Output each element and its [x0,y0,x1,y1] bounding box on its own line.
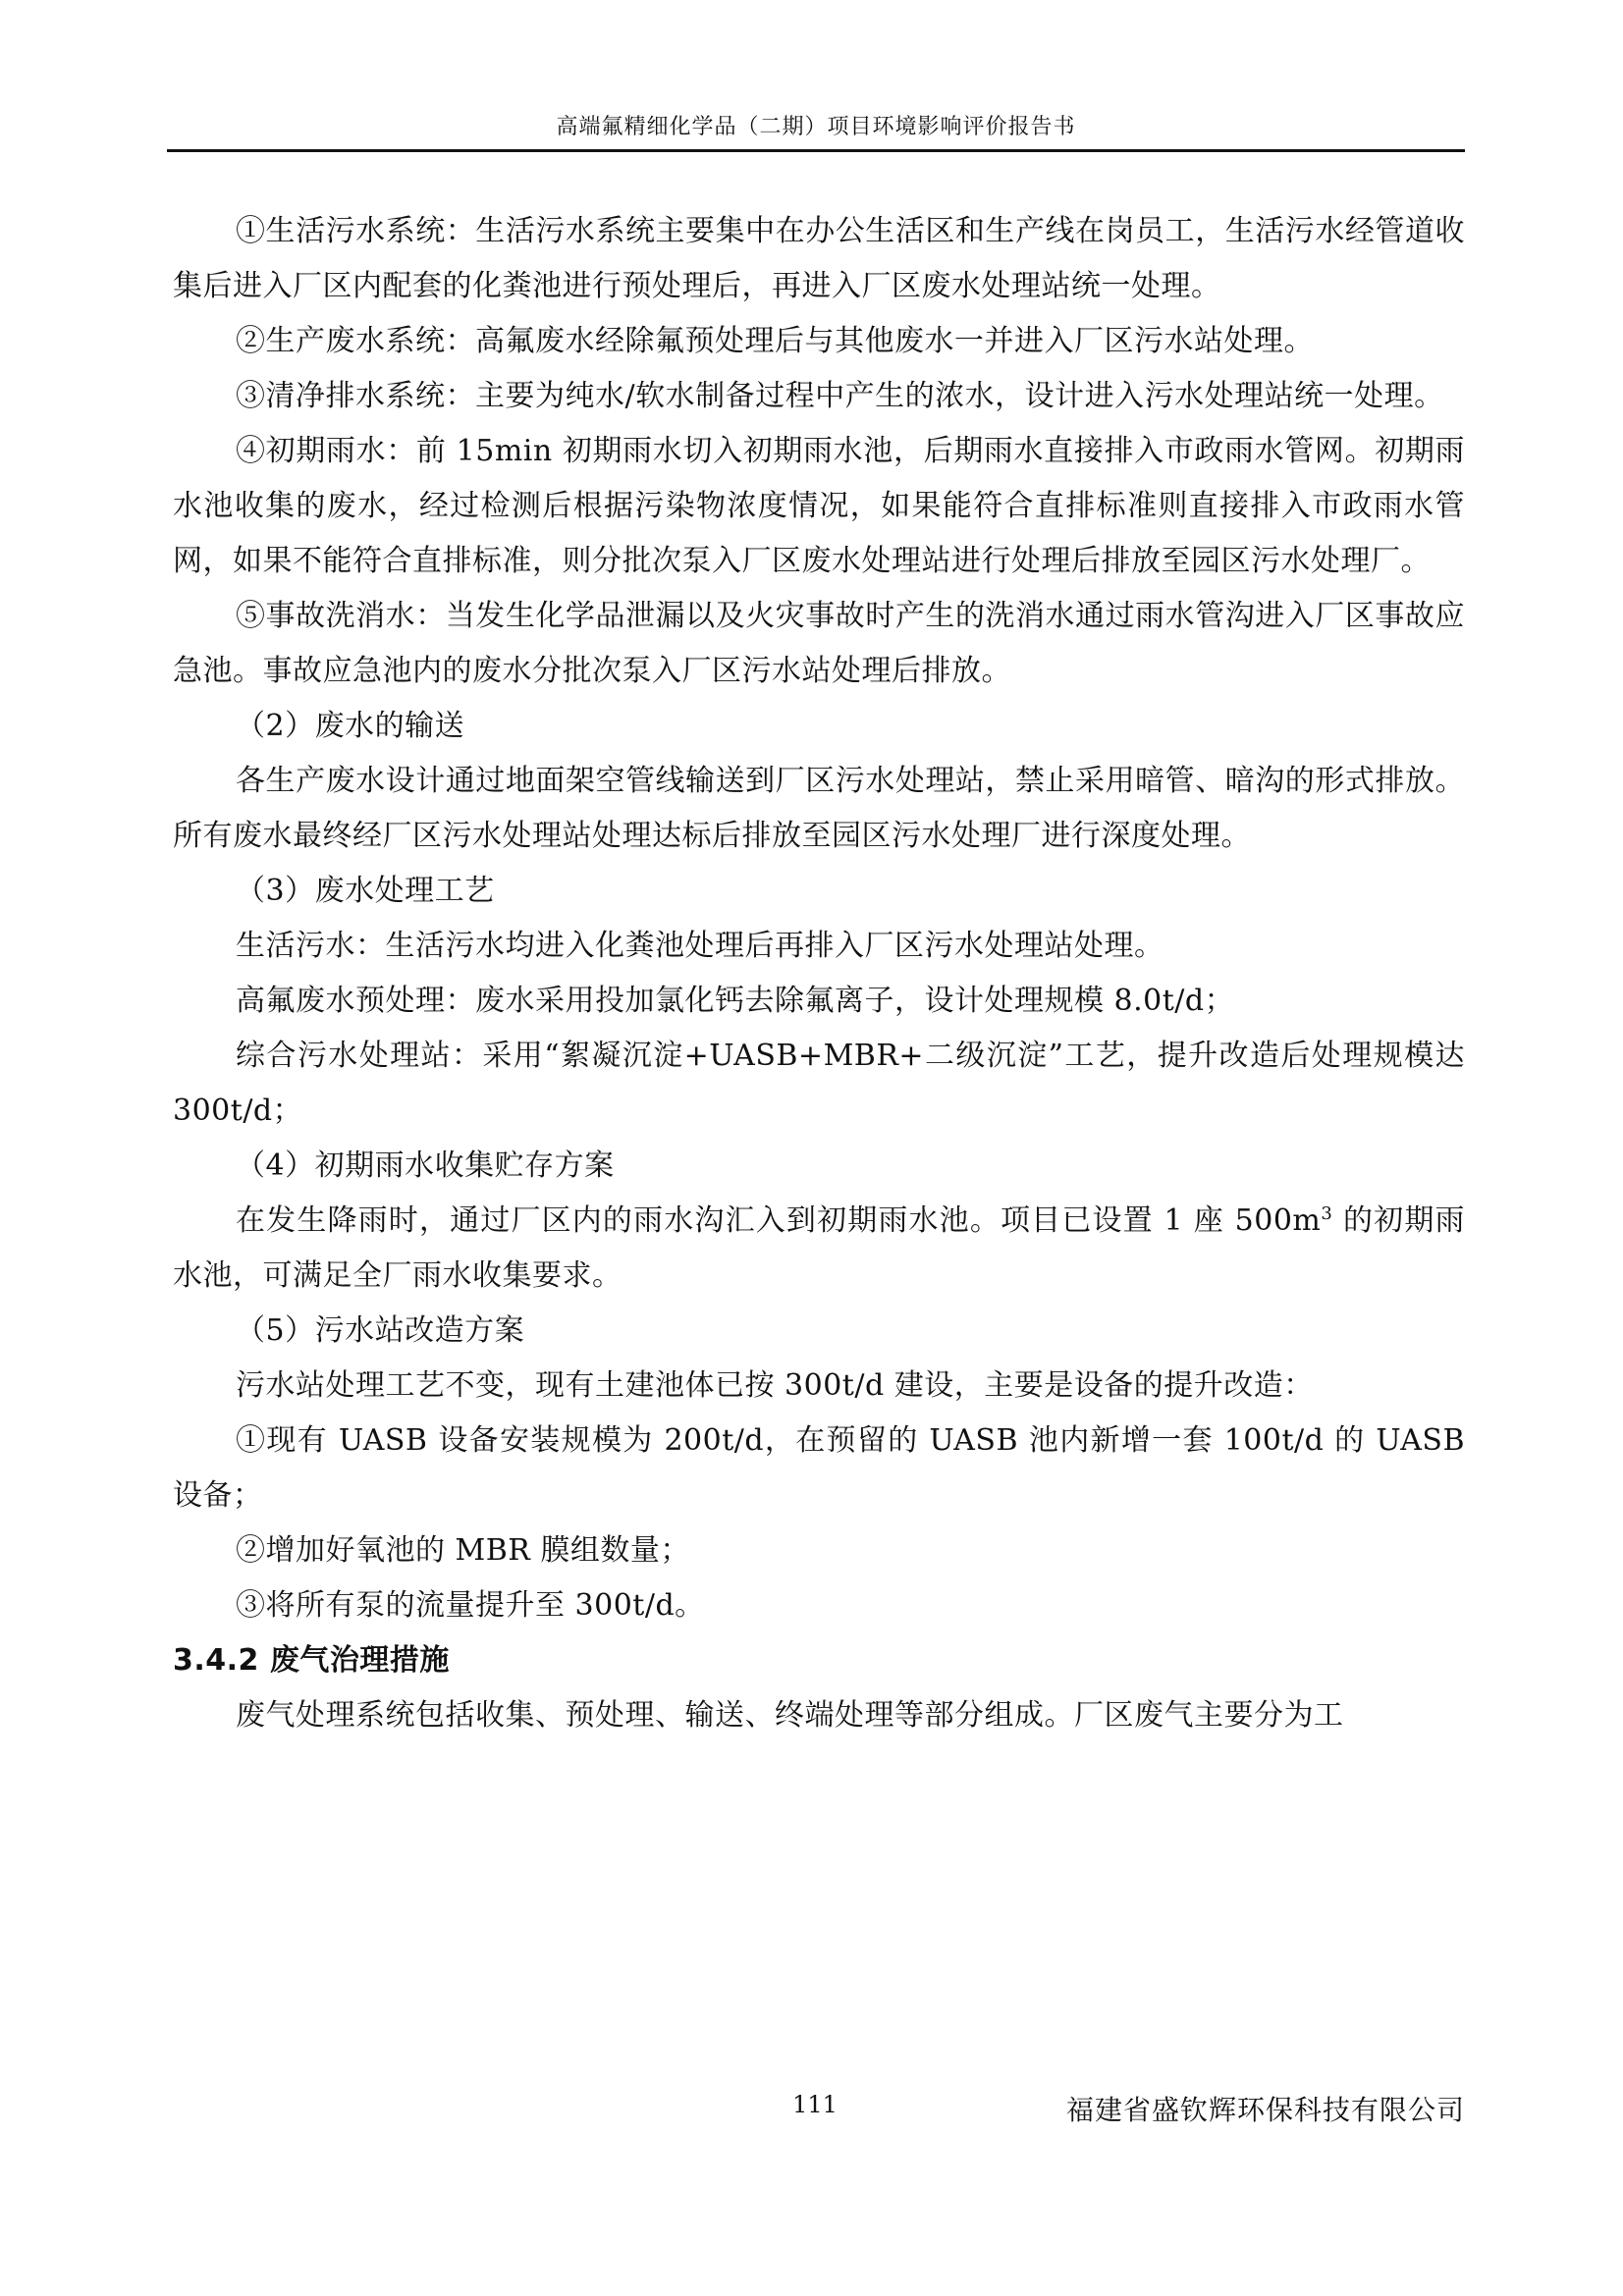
paragraph-waste-gas-system: 废气处理系统包括收集、预处理、输送、终端处理等部分组成。厂区废气主要分为工 [236,1698,1344,1733]
paragraph-uasb-upgrade: ①现有 UASB 设备安装规模为 200t/d，在预留的 UASB 池内新增一套 100t/d 的 UASB 设备； [173,1423,1465,1513]
paragraph-pump-upgrade: ③将所有泵的流量提升至 300t/d。 [236,1588,705,1623]
header-divider [167,149,1465,152]
section-heading-waste-gas: 3.4.2 废气治理措施 [173,1643,450,1678]
page-header-title: 高端氟精细化学品（二期）项目环境影响评价报告书 [556,115,1076,139]
paragraph-clean-drainage: ③清净排水系统：主要为纯水/软水制备过程中产生的浓水，设计进入污水处理站统一处理。 [236,379,1444,413]
document-body [173,204,1465,1743]
paragraph-transport: 各生产废水设计通过地面架空管线输送到厂区污水处理站，禁止采用暗管、暗沟的形式排放。所有废水最终经厂区污水处理站处理达标后排放至园区污水处理厂进行深度处理。 [173,764,1465,853]
paragraph-initial-rainwater: ④初期雨水：前 15min 初期雨水切入初期雨水池，后期雨水直接排入市政雨水管网。初期雨水池收集的废水，经过检测后根据污染物浓度情况，如果能符合直排标准则直接排入市政雨水管网，如果不能符合直排标准，则分批次泵入厂区废水处理站进行处理后排放至园区污水处理厂。 [173,434,1465,578]
rainwater-pool-text: 在发生降雨时，通过厂区内的雨水沟汇入到初期雨水池。项目已设置 1 座 500m [236,1203,1322,1238]
cubic-superscript: 3 [1321,1203,1333,1224]
subheading-rainwater-storage: （4）初期雨水收集贮存方案 [236,1148,615,1183]
paragraph-domestic-sewage: ①生活污水系统：生活污水系统主要集中在办公生活区和生产线在岗员工，生活污水经管道收集后进入厂区内配套的化粪池进行预处理后，再进入厂区废水处理站统一处理。 [173,214,1465,303]
subheading-station-upgrade: （5）污水站改造方案 [236,1313,525,1348]
subheading-wastewater-transport: （2）废水的输送 [236,709,465,743]
paragraph-mbr-upgrade: ②增加好氧池的 MBR 膜组数量； [236,1533,690,1568]
page-number: 111 [792,2091,838,2118]
footer-company-name: 福建省盛钦辉环保科技有限公司 [1065,2094,1465,2126]
paragraph-upgrade-intro: 污水站处理工艺不变，现有土建池体已按 300t/d 建设，主要是设备的提升改造： [236,1368,1314,1403]
paragraph-rainwater-pool [173,1194,1465,1304]
rainwater-pool-text-cont: 的初期雨水池，可满足全厂雨水收集要求。 [173,1203,1465,1293]
paragraph-fluoride-pretreatment: 高氟废水预处理：废水采用投加氯化钙去除氟离子，设计处理规模 8.0t/d； [236,984,1235,1018]
paragraph-integrated-station: 综合污水处理站：采用“絮凝沉淀+UASB+MBR+二级沉淀”工艺，提升改造后处理规模达 300t/d； [173,1039,1465,1128]
paragraph-domestic-treatment: 生活污水：生活污水均进入化粪池处理后再排入厂区污水处理站处理。 [236,929,1164,963]
subheading-treatment-process: （3）废水处理工艺 [236,874,495,908]
paragraph-accident-water: ⑤事故洗消水：当发生化学品泄漏以及火灾事故时产生的洗消水通过雨水管沟进入厂区事故应急池。事故应急池内的废水分批次泵入厂区污水站处理后排放。 [173,599,1465,688]
paragraph-production-wastewater: ②生产废水系统：高氟废水经除氟预处理后与其他废水一并进入厂区污水站处理。 [236,324,1314,358]
